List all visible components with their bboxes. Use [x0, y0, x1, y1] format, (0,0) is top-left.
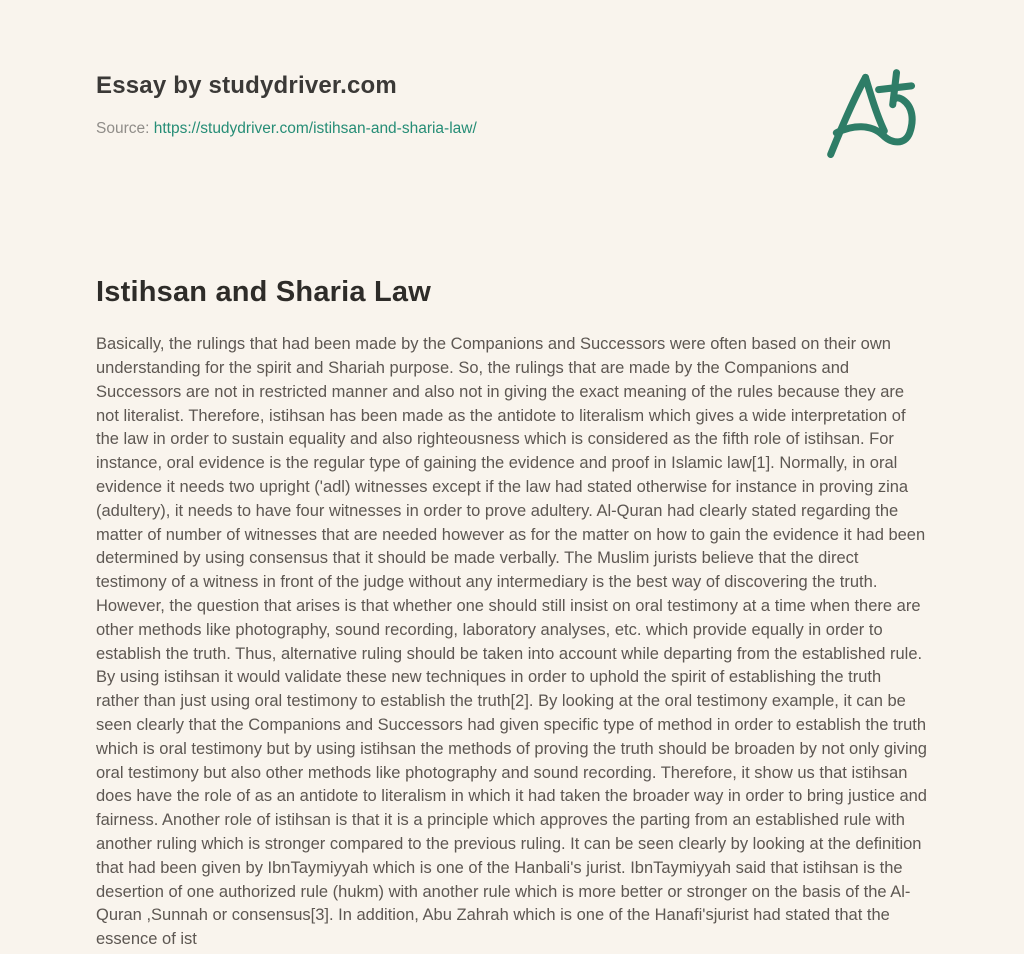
- source-label: Source:: [96, 119, 150, 137]
- document-meta: [96, 72, 818, 139]
- source-line: [96, 118, 818, 140]
- document-provider-title: Essay by studydriver.com: [96, 72, 397, 99]
- a-plus-grade-icon: [818, 68, 928, 162]
- page-header: [96, 72, 928, 162]
- essay-body-paragraph: Basically, the rulings that had been made by the Companions and Successors were often based on their own understanding for the spirit and Shariah purpose. So, the rulings that are made by the Companions and Successors are not in restricted manner and also not in giving the exact meaning of the rules because they are not literalist. Therefore, istihsan has been made as the antidote to literalism which gives a wide interpretation of the law in order to sustain equality and also righteousness which is considered as the fifth role of istihsan. For instance, oral evidence is the regular type of gaining the evidence and proof in Islamic law[1]. Normally, in oral evidence it needs two upright ('adl) witnesses except if the law had stated otherwise for instance in proving zina (adultery), it needs to have four witnesses in order to prove adultery. Al-Quran had clearly stated regarding the matter of number of witnesses that are needed however as for the matter on how to gain the evidence it had been determined by using consensus that it should be made verbally. The Muslim jurists believe that the direct testimony of a witness in front of the judge without any intermediary is the best way of discovering the truth. However, the question that arises is that whether one should still insist on oral testimony at a time when there are other methods like photography, sound recording, laboratory analyses, etc. which provide equally in order to establish the truth. Thus, alternative ruling should be taken into account while departing from the established rule. By using istihsan it would validate these new techniques in order to uphold the spirit of establishing the truth rather than just using oral testimony to establish the truth[2]. By looking at the oral testimony example, it can be seen clearly that the Companions and Successors had given specific type of method in order to establish the truth which is oral testimony but by using istihsan the methods of proving the truth should be broaden by not only giving oral testimony but also other methods like photography and sound recording. Therefore, it show us that istihsan does have the role of as an antidote to literalism in which it had taken the broader way in order to bring justice and fairness. Another role of istihsan is that it is a principle which approves the parting from an established rule with another ruling which is stronger compared to the previous ruling. It can be seen clearly by looking at the definition that had been given by IbnTaymiyyah which is one of the Hanbali's jurist. IbnTaymiyyah said that istihsan is the desertion of one authorized rule (hukm) with another rule which is more better or stronger on the basis of the Al-Quran ,Sunnah or consensus[3]. In addition, Abu Zahrah which is one of the Hanafi'sjurist had stated that the essence of ist: [96, 335, 927, 949]
- essay-title: Istihsan and Sharia Law: [96, 276, 431, 308]
- source-url-link[interactable]: https://studydriver.com/istihsan-and-sharia-law/: [153, 119, 477, 137]
- studydriver-logo: [818, 68, 928, 162]
